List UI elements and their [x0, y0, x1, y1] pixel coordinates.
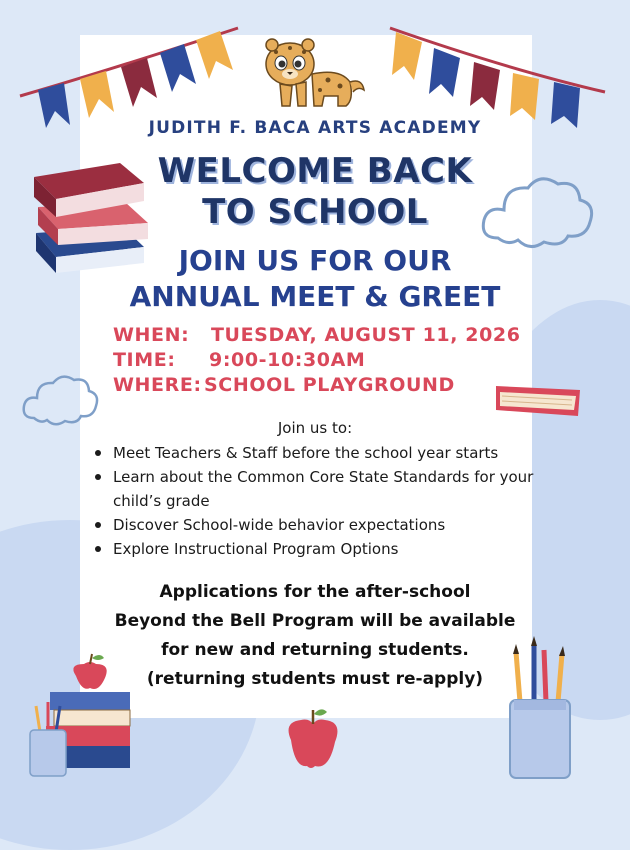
headline-line: WELCOME BACK [157, 151, 473, 191]
list-item: Meet Teachers & Staff before the school year starts [93, 441, 543, 465]
time-value: 9:00-10:30AM [209, 349, 366, 371]
time-label: TIME: [113, 349, 176, 371]
jaguar-mascot-illustration [250, 30, 370, 112]
subheadline [0, 243, 630, 315]
headline [0, 151, 630, 233]
when-value: TUESDAY, AUGUST 11, 2026 [211, 324, 521, 346]
applications-note [0, 578, 630, 694]
where-value: SCHOOL PLAYGROUND [204, 374, 455, 396]
join-intro: Join us to: [277, 419, 353, 437]
school-name: JUDITH F. BACA ARTS ACADEMY [148, 118, 482, 138]
subheadline-line: ANNUAL MEET & GREET [129, 280, 501, 313]
where-label: WHERE: [113, 374, 202, 396]
event-details [113, 323, 521, 398]
list-item: Explore Instructional Program Options [93, 537, 543, 561]
applications-line: for new and returning students. [161, 640, 469, 660]
subheadline-line: JOIN US FOR OUR [178, 244, 452, 277]
list-item: Discover School-wide behavior expectations [93, 513, 543, 537]
applications-line: Applications for the after-school [159, 582, 471, 602]
event-time-row [113, 348, 521, 373]
event-where-row [113, 373, 521, 398]
headline-line: TO SCHOOL [202, 192, 428, 232]
when-label: WHEN: [113, 324, 190, 346]
applications-line: Beyond the Bell Program will be available [114, 611, 516, 631]
apple-icon [283, 706, 343, 776]
event-when-row [113, 323, 521, 348]
applications-line: (returning students must re-apply) [146, 669, 484, 689]
list-item: Learn about the Common Core State Standards for your child’s grade [93, 465, 543, 513]
agenda-list [93, 441, 543, 561]
pencil-cup-icon [26, 700, 76, 780]
